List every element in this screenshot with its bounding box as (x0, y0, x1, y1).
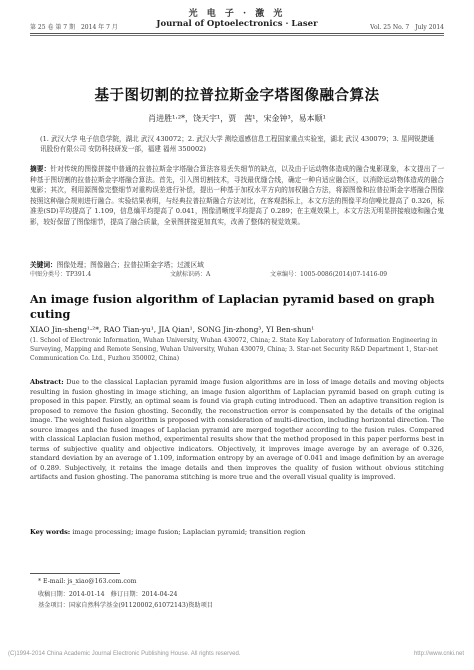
keywords-en-label: Key words: (30, 528, 71, 536)
article-number: 文章编号：1005-0086(2014)07-1416-09 (270, 271, 388, 278)
header-rule (30, 33, 444, 34)
clc-number: 中图分类号：TP391.4 (30, 271, 92, 278)
authors-cn: 肖进胜¹·²*，饶天宇¹，贾 茜¹，宋金钟³，易本顺¹ (148, 114, 326, 123)
classification-line (30, 269, 444, 279)
affiliation-cn: (1. 武汉大学 电子信息学院，湖北 武汉 430072；2. 武汉大学 测绘遥感信息工程国家重点实验室，湖北 武汉 430079；3. 星网锐捷通讯股份有限公司 安防科技研发一部，福建 福州 350002) (40, 135, 434, 153)
cnki-link[interactable]: http://www.cnki.net (413, 651, 464, 657)
abstract-en-text: Due to the classical Laplacian pyramid image fusion algorithms are in loss of image details and moving objects resulting in fusion ghosting in image stiching, an image fusion algorithm of Laplacian pyramid based on graph cuting is proposed in this paper. Firstly, an optimal seam is found via graph cuting introduced. Then an adaptive transition region is proposed to remove the fusion ghosting. Secondly, the reconstruction error is compensated by the details of the original image. The weighted fusion algorithm is proposed with consideration of multi-direction, including horizontal direction. The source images and the fused images of Laplacian pyramid are merged together according to the fusion rules. Compared with classical Laplacian fusion method, experimental results show that the method proposed in this paper performs best in terms of subjective quality and objective indicators. Objectively, it improves image average by an average of 0.326, standard deviation by an average of 1.109, information entropy by an average of 0.041 and image definition by an average of 0.289. Subjectively, it retains the image details and then improves the quality of fusion without obvious stitching artifacts and fusion ghosting. The panorama stitching is more true and the overall visual quality is improved. (30, 378, 444, 482)
abstract-cn (30, 164, 444, 228)
abstract-en (30, 378, 444, 483)
abstract-en-label: Abstract: (30, 378, 64, 386)
keywords-en-text: image processing; image fusion; Laplacian pyramid; transition region (72, 528, 306, 536)
footnote-rule (30, 573, 120, 574)
issue-en: Vol. 25 No. 7 July 2014 (370, 24, 444, 31)
abstract-cn-label: 摘要： (30, 165, 51, 173)
header-rule-thin (30, 35, 444, 36)
document-code: 文献标识码：A (170, 271, 211, 278)
copyright-text: (C)1994-2014 China Academic Journal Electronic Publishing House. All rights reserved. (8, 651, 241, 657)
paper-title-en: An image fusion algorithm of Laplacian pyramid based on graph cuting (30, 292, 435, 321)
footnote-funding: 基金项目：国家自然科学基金(91120002,61072143)资助项目 (38, 602, 213, 609)
keywords-cn (30, 259, 444, 269)
keywords-cn-text: 图像处理；图像融合；拉普拉斯金字塔；过渡区域 (56, 261, 204, 269)
journal-name-en: Journal of Optoelectronics · Laser (156, 19, 318, 29)
journal-name-cn: 光 电 子 · 激 光 (188, 9, 286, 19)
issue-cn: 第 25 卷 第 7 期 2014 年 7 月 (30, 24, 118, 31)
footnote-email: * E-mail: js_xiao@163.com.com (38, 578, 137, 585)
affiliation-en: (1. School of Electronic Information, Wuhan University, Wuhan 430072, China; 2. State Key Laboratory of Information Engineering in Surveying, Mapping and Remote Sensing, Wuhan University, Wuhan 430079, China; 3. Star-net Security R&D Department 1, Star-net Communication Co. Ltd., Fuzhou 350002, China) (30, 337, 439, 362)
paper-title-cn: 基于图切割的拉普拉斯金字塔图像融合算法 (94, 87, 380, 104)
keywords-en (30, 528, 444, 536)
keywords-cn-label: 关键词： (30, 261, 57, 269)
authors-en: XIAO Jin-sheng¹·²*, RAO Tian-yu¹, JIA Qian¹, SONG Jin-zhong³, YI Ben-shun¹ (30, 325, 315, 334)
running-header (30, 19, 444, 31)
abstract-cn-text: 针对传统的图像拼接中普通的拉普拉斯金字塔融合算法容易丢失细节的缺点，以及由于运动物体造成的融合鬼影现象，本文提出了一种基于图切割的拉普拉斯金字塔融合算法。首先，引入图切割技术，寻找最优缝合线，确定一种自适应融合区，以消除运动物体造成的融合鬼影；其次，利用源图像完整细节对重构误差进行补偿，提出一种基于加权水平方向的加权融合方法，将源图像和拉普拉斯金字塔融合图像按照这种融合规则进行融合。实验结果表明，与经典拉普拉斯融合方法对比，在客观指标上，本文方法的图像平均信噪比提高了 0.326，标准差(SD)平均提高了 1.109，信息熵平均提高了 0.041，图像清晰度平均提高了 0.289；在主观效果上，本文方法无明显拼接痕迹和融合鬼影，较好保留了图像细节，提高了融合质量，全景图拼接更加真实，改善了整体的视觉效果。 (30, 165, 445, 226)
footnote-dates: 收稿日期：2014-01-14 修订日期：2014-04-24 (38, 591, 178, 598)
copyright-bar (0, 649, 474, 663)
